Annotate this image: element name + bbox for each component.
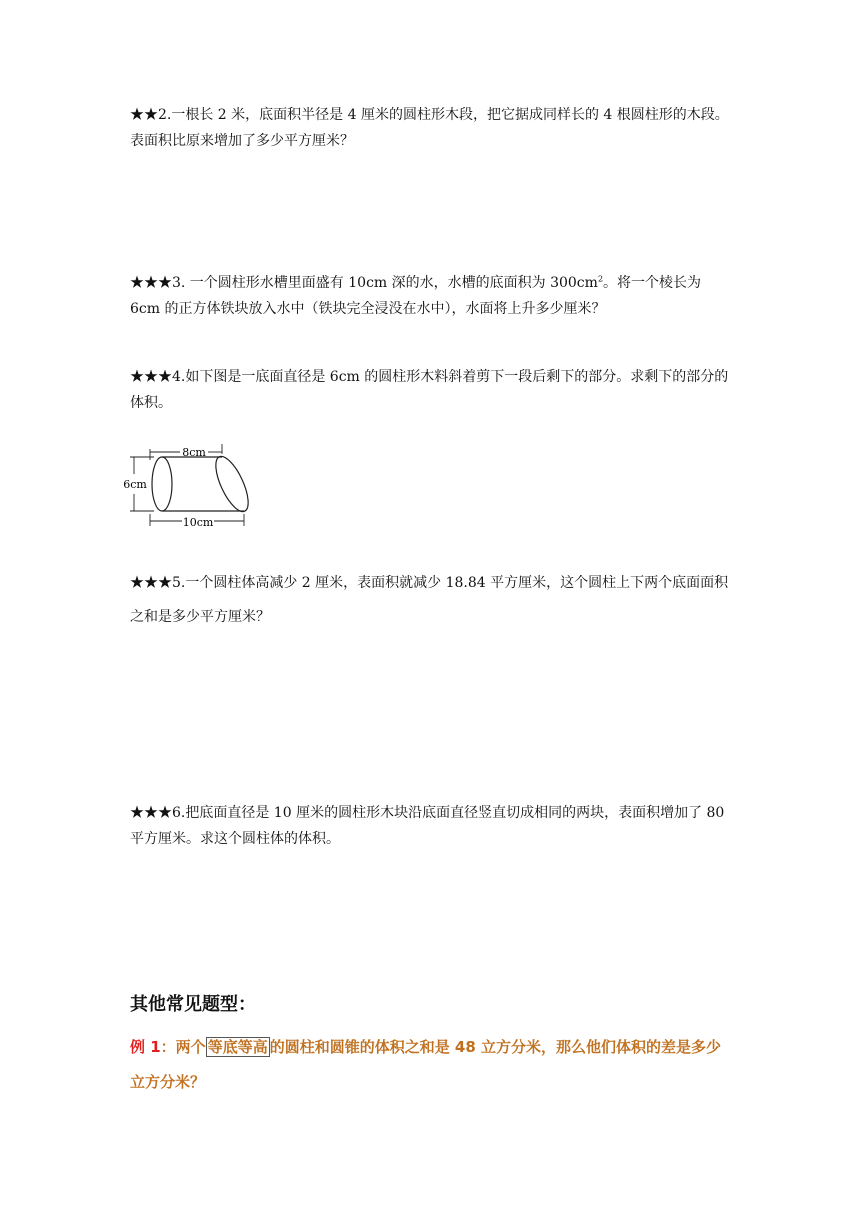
question-6 [130,800,735,852]
left-base-ellipse [152,457,172,511]
question-4 [130,364,735,416]
question-3 [130,270,735,322]
question-text-part-1: 3. 一个圆柱形水槽里面盛有 10cm 深的水，水槽的底面积为 300cm [172,275,598,291]
label-8cm: 8cm [182,446,206,459]
section-title: 其他常见题型： [130,994,256,1015]
example-text-part-2: 的圆柱和圆锥的体积之和是 48 立方分米，那么他们体积的差是多少立方分米？ [130,1038,722,1091]
question-2 [130,102,735,154]
difficulty-stars: ★★ [130,107,158,123]
question-text: 2.一根长 2 米，底面积半径是 4 厘米的圆柱形木段，把它据成同样长的 4 根圆柱形的木段。表面积比原来增加了多少平方厘米？ [130,107,729,149]
cut-ellipse [209,452,254,516]
cut-cylinder-figure [123,440,258,532]
question-text: 6.把底面直径是 10 厘米的圆柱形木块沿底面直径竖直切成相同的两块，表面积增加了 80 平方厘米。求这个圆柱体的体积。 [130,805,725,847]
question-text-part-2: 。将一个棱长为 6cm 的正方体铁块放入水中（铁块完全浸没在水中），水面将上升多少厘米？ [130,275,702,317]
label-10cm: 10cm [182,516,214,529]
superscript: 2 [597,274,604,284]
question-5 [130,566,735,634]
difficulty-stars: ★★★ [130,575,172,591]
boxed-keyword: 等底等高 [207,1038,268,1056]
difficulty-stars: ★★★ [130,275,172,291]
question-text: 4.如下图是一底面直径是 6cm 的圆柱形木料斜着剪下一段后剩下的部分。求剩下的部分的体积。 [130,369,729,411]
example-label: 例 1 [130,1038,161,1056]
label-6cm: 6cm [123,478,147,491]
question-text: 5.一个圆柱体高减少 2 厘米，表面积就减少 18.84 平方厘米，这个圆柱上下两个底面面积之和是多少平方厘米？ [130,575,729,625]
difficulty-stars: ★★★ [130,369,172,385]
example-text-part-1: ：两个 [160,1038,206,1056]
example-1 [130,1030,735,1100]
difficulty-stars: ★★★ [130,805,172,821]
